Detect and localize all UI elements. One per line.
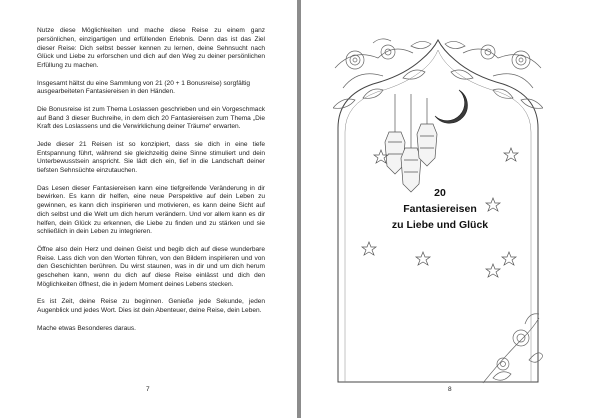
- paragraph-8: Mache etwas Besonderes daraus.: [37, 324, 136, 332]
- paragraph-7: Es ist Zeit, deine Reise zu beginnen. Genieße jede Sekunde, jeden Augenblick und jedes Wort. Dies ist dein Abenteuer, deine Reise, dein Leben.: [37, 298, 265, 314]
- page-number-left: 7: [146, 386, 150, 393]
- left-page: [0, 0, 297, 418]
- title-line-3: zu Liebe und Glück: [391, 219, 489, 231]
- paragraph-1: Nutze diese Möglichkeiten und mache diese Reise zu einem ganz persönlichen, einzigartigen und erfüllenden Erlebnis. Denn das ist das Ziel dieser Reise: Dich selbst besser kennen zu lernen, deine Sehnsucht nach Glück und Liebe zu erforschen und dich auf den Weg zu deiner persönlichen Erfüllung zu machen.: [37, 27, 265, 69]
- floral-ornament-bottom-right: [483, 314, 543, 383]
- book-title: [361, 185, 519, 233]
- paragraph-5: Das Lesen dieser Fantasiereisen kann eine tiefgreifende Veränderung in dir bewirken. Es kann dir helfen, eine neue Perspektive auf dein Leben zu gewinnen, es kann dich inspirieren und motivieren, es kann deine Sicht auf dich selbst und die Welt um dich herum verändern. Und vor allem kann es dir helfen, dein Glück zu erkennen, die Liebe zu finden und zu stärken und sie schließlich in dein Leben zu integrieren.: [37, 184, 265, 236]
- title-line-1: 20: [434, 187, 446, 199]
- paragraph-3: Die Bonusreise ist zum Thema Loslassen geschrieben und ein Vorgeschmack auf Band 3 dieser Buchreihe, in dem dich 20 Fantasiereisen zum Thema „Die Kraft des Loslassens und die Verwirklichung deiner Träume“ erwarten.: [37, 105, 265, 131]
- paragraph-2: Insgesamt hältst du eine Sammlung von 21 (20 + 1 Bonusreise) sorgfältig ausgearbeiteten Fantasiereisen in den Händen.: [37, 79, 251, 96]
- paragraph-6: Öffne also dein Herz und deinen Geist und begib dich auf diese wunderbare Reise. Lass dich von den Worten führen, von den Bildern inspirieren und von den Geschichten berühren. Du wirst staunen, was in dir und um dich herum geschehen kann, wenn du dich auf diese Reise einlässt und dich den Möglichkeiten öffnest, die in jedem Moment deines Lebens stecken.: [37, 245, 265, 288]
- paragraph-4: Jede dieser 21 Reisen ist so konzipiert, dass sie dich in eine tiefe Entspannung führt, während sie gleichzeitig deine Sinne stimuliert und dein Unterbewusstsein anspricht. Sie lädt dich ein, tief in die Landschaft deiner tiefsten Sehnsüchte einzutauchen.: [37, 140, 265, 174]
- page-number-right: 8: [448, 386, 452, 393]
- right-page: [301, 0, 600, 418]
- crescent-moon-icon: [435, 90, 467, 123]
- hanging-lanterns: [385, 94, 437, 192]
- body-text: [37, 27, 265, 342]
- floral-ornament-top-left: [333, 39, 431, 108]
- title-line-2: Fantasiereisen: [403, 203, 477, 215]
